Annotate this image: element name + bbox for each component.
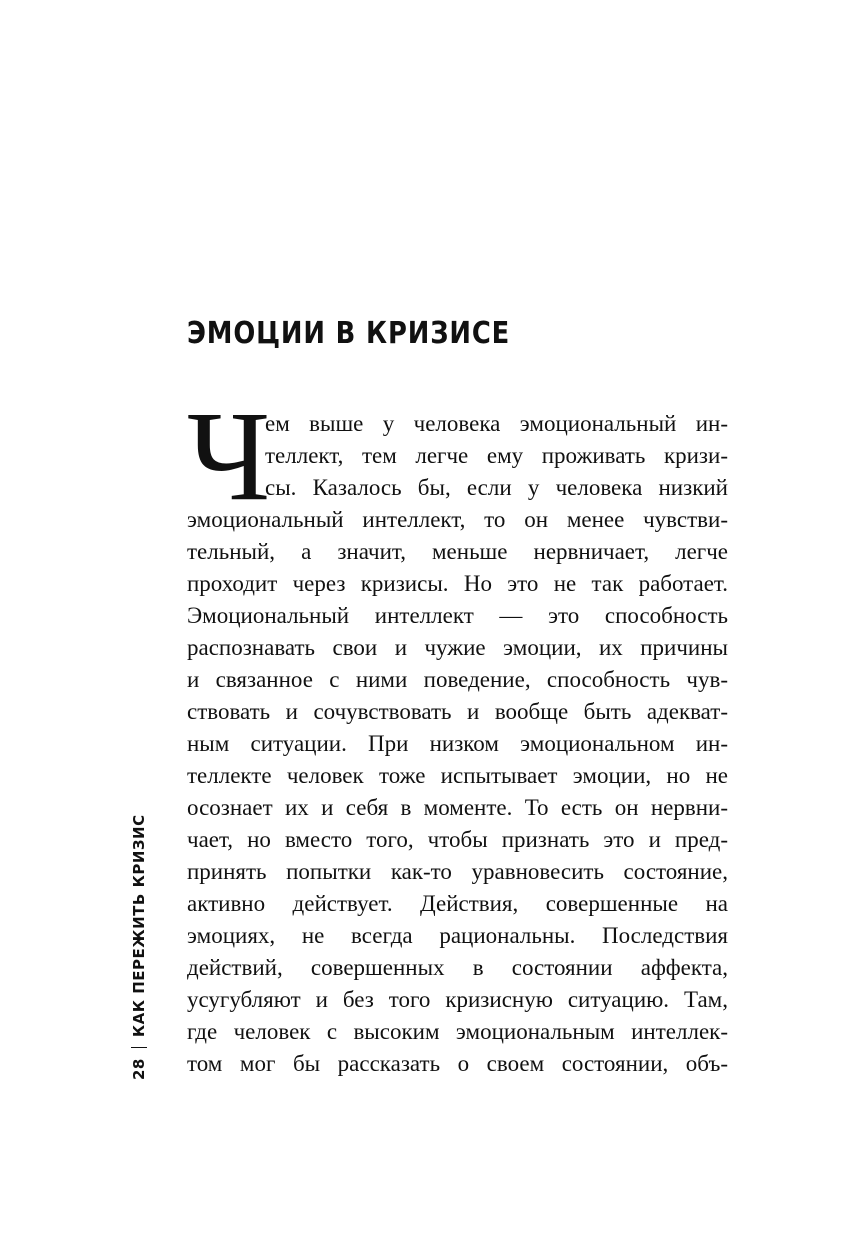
text-line: и связанное с ними поведение, способность чув- xyxy=(187,667,728,692)
text-line: проходит через кризисы. Но это не так работает. xyxy=(187,571,728,596)
text-line: сы. Казалось бы, если у человека низкий xyxy=(265,475,728,500)
footer-divider xyxy=(131,1047,147,1048)
text-line: где человек с высоким эмоциональным интеллек- xyxy=(187,1019,728,1044)
text-line: Эмоциональный интеллект — это способность xyxy=(187,603,728,628)
text-line: принять попытки как-то уравновесить состояние, xyxy=(187,859,728,884)
text-line: тельный, а значит, меньше нервничает, легче xyxy=(187,539,728,564)
text-line: осознает их и себя в моменте. То есть он нервни- xyxy=(187,795,728,820)
text-line: теллекте человек тоже испытывает эмоции, но не xyxy=(187,763,728,788)
text-line: ным ситуации. При низком эмоциональном ин- xyxy=(187,731,728,756)
chapter-heading: ЭМОЦИИ В КРИЗИСЕ xyxy=(187,316,511,351)
text-line: распознавать свои и чужие эмоции, их причины xyxy=(187,635,728,660)
body-text xyxy=(187,385,728,1080)
running-footer xyxy=(130,814,148,1080)
book-title: КАК ПЕРЕЖИТЬ КРИЗИС xyxy=(130,814,148,1038)
text-line: активно действует. Действия, совершенные на xyxy=(187,891,728,916)
text-line: ем выше у человека эмоциональный ин- xyxy=(265,411,728,436)
text-line: теллект, тем легче ему проживать кризи- xyxy=(265,443,728,468)
text-line: чает, но вместо того, чтобы признать это и пред- xyxy=(187,827,728,852)
text-line: эмоциональный интеллект, то он менее чувстви- xyxy=(187,507,728,532)
text-line: усугубляют и без того кризисную ситуацию. Там, xyxy=(187,987,728,1012)
text-line: действий, совершенных в состоянии аффекта, xyxy=(187,955,728,980)
drop-cap: Ч xyxy=(187,385,271,527)
text-line: том мог бы рассказать о своем состоянии, объ- xyxy=(187,1051,728,1076)
text-line: эмоциях, не всегда рациональны. Последствия xyxy=(187,923,728,948)
text-line: ствовать и сочувствовать и вообще быть адекват- xyxy=(187,699,728,724)
page-number: 28 xyxy=(130,1058,148,1080)
